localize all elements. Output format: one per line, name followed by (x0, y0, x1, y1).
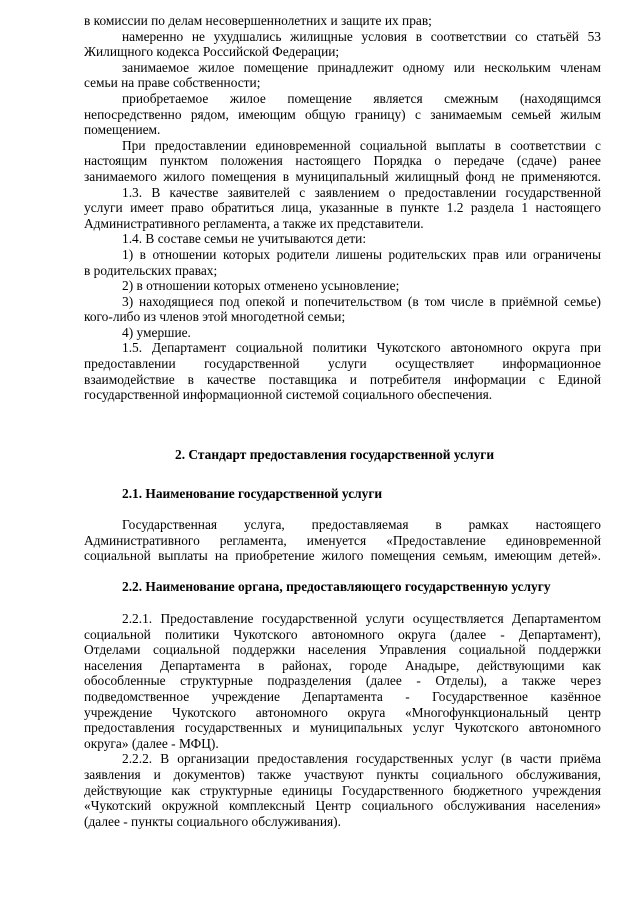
text-line: округа» (далее - МФЦ). (84, 735, 219, 751)
text-line: «Чукотский окружной комплексный Центр социального обслуживания населения» (84, 798, 601, 814)
text-line: Государственная услуга, предоставляемая в рамках настоящего (122, 517, 601, 532)
text-line: кого-либо из членов этой многодетной семьи; (84, 309, 346, 325)
text-line: подведомственное учреждение Департамента - Государственное казённое (84, 688, 601, 704)
subsection-heading-2-2: 2.2. Наименование органа, предоставляющего государственную услугу (122, 579, 551, 594)
text-line: 1) в отношении которых родители лишены родительских прав или ограничены (122, 246, 601, 262)
text-line: населения Департамента в районах, городе Анадыре, действующими как (84, 657, 601, 673)
paragraphs-section-1 (84, 13, 601, 403)
text-line: 3) находящиеся под опекой и попечительством (в том числе в приёмной семье) (122, 293, 601, 309)
text-line: занимаемое жилое помещение принадлежит одному или нескольким членам (122, 59, 601, 75)
text-line: приобретаемое жилое помещение является смежным (находящимся (122, 90, 601, 106)
text-line: обособленные структурные подразделения (далее - Отделы), а также через (84, 673, 601, 689)
text-line: предоставлении государственной услуги осуществляет информационное (84, 356, 601, 372)
text-line: взаимодействие в качестве поставщика и потребителя информации с Единой (84, 371, 601, 387)
text-line: действующие как структурные единицы Государственного бюджетного учреждения (84, 782, 601, 798)
text-line: государственной информационной системой социального обеспечения. (84, 387, 493, 403)
text-line: предоставления государственных и муниципальных услуг Чукотского автономного (84, 720, 601, 736)
text-line: учреждение Чукотского автономного округа «Многофункциональный центр (84, 704, 601, 720)
text-line: заявления и документов) также участвуют пункты социального обслуживания, (84, 766, 601, 782)
text-line: (далее - пункты социального обслуживания). (84, 813, 341, 829)
text-line: Административного регламента, а также их представители. (84, 215, 424, 231)
text-line: услуги имеет право обратиться лица, указанные в пункте 1.2 раздела 1 настоящего (84, 200, 601, 216)
text-line: Административного регламента, именуется «Предоставление единовременной (84, 532, 601, 548)
text-line: намеренно не ухудшались жилищные условия в соответствии со статьёй 53 (122, 28, 601, 44)
text-line: семьи на праве собственности; (84, 75, 261, 91)
text-line: в родительских правах; (84, 262, 218, 278)
section-heading: 2. Стандарт предоставления государственной услуги (175, 447, 495, 462)
text-line: 2.2.1. Предоставление государственной услуги осуществляется Департаментом (122, 611, 601, 626)
text-line: 1.4. В составе семьи не учитываются дети: (122, 231, 367, 247)
text-line: социальной политики Чукотского автономного округа (далее - Департамент), (84, 626, 601, 642)
text-line: в комиссии по делам несовершеннолетних и защите их прав; (84, 13, 432, 28)
text-line: непосредственно рядом, имеющим общую границу) с занимаемым семьей жилым (84, 106, 601, 122)
text-line: Жилищного кодекса Российской Федерации; (84, 44, 340, 60)
paragraphs-2-2 (84, 611, 601, 829)
text-line: Отделами социальной поддержки населения Управления социальной поддержки (84, 642, 601, 658)
text-line: При предоставлении единовременной социальной выплаты в соответствии с (122, 137, 601, 153)
subsection-heading-2-1: 2.1. Наименование государственной услуги (122, 486, 383, 501)
text-line: занимаемого жилого помещения в муниципальный жилищный фонд не применяются. (84, 168, 601, 184)
text-line: социальной выплаты на приобретение жилого помещения семьям, имеющим детей». (84, 548, 601, 564)
text-line: 4) умершие. (122, 324, 191, 340)
text-line: 2) в отношении которых отменено усыновление; (122, 278, 400, 294)
text-line: 1.5. Департамент социальной политики Чукотского автономного округа при (122, 340, 601, 356)
text-line: помещением. (84, 122, 161, 138)
paragraph-2-1 (84, 517, 601, 564)
text-line: 2.2.2. В организации предоставления государственных услуг (в части приёма (122, 751, 601, 767)
text-line: настоящим пунктом положения настоящего Порядка о передаче (сдаче) ранее (84, 153, 601, 169)
text-line: 1.3. В качестве заявителей с заявлением о предоставлении государственной (122, 184, 601, 200)
